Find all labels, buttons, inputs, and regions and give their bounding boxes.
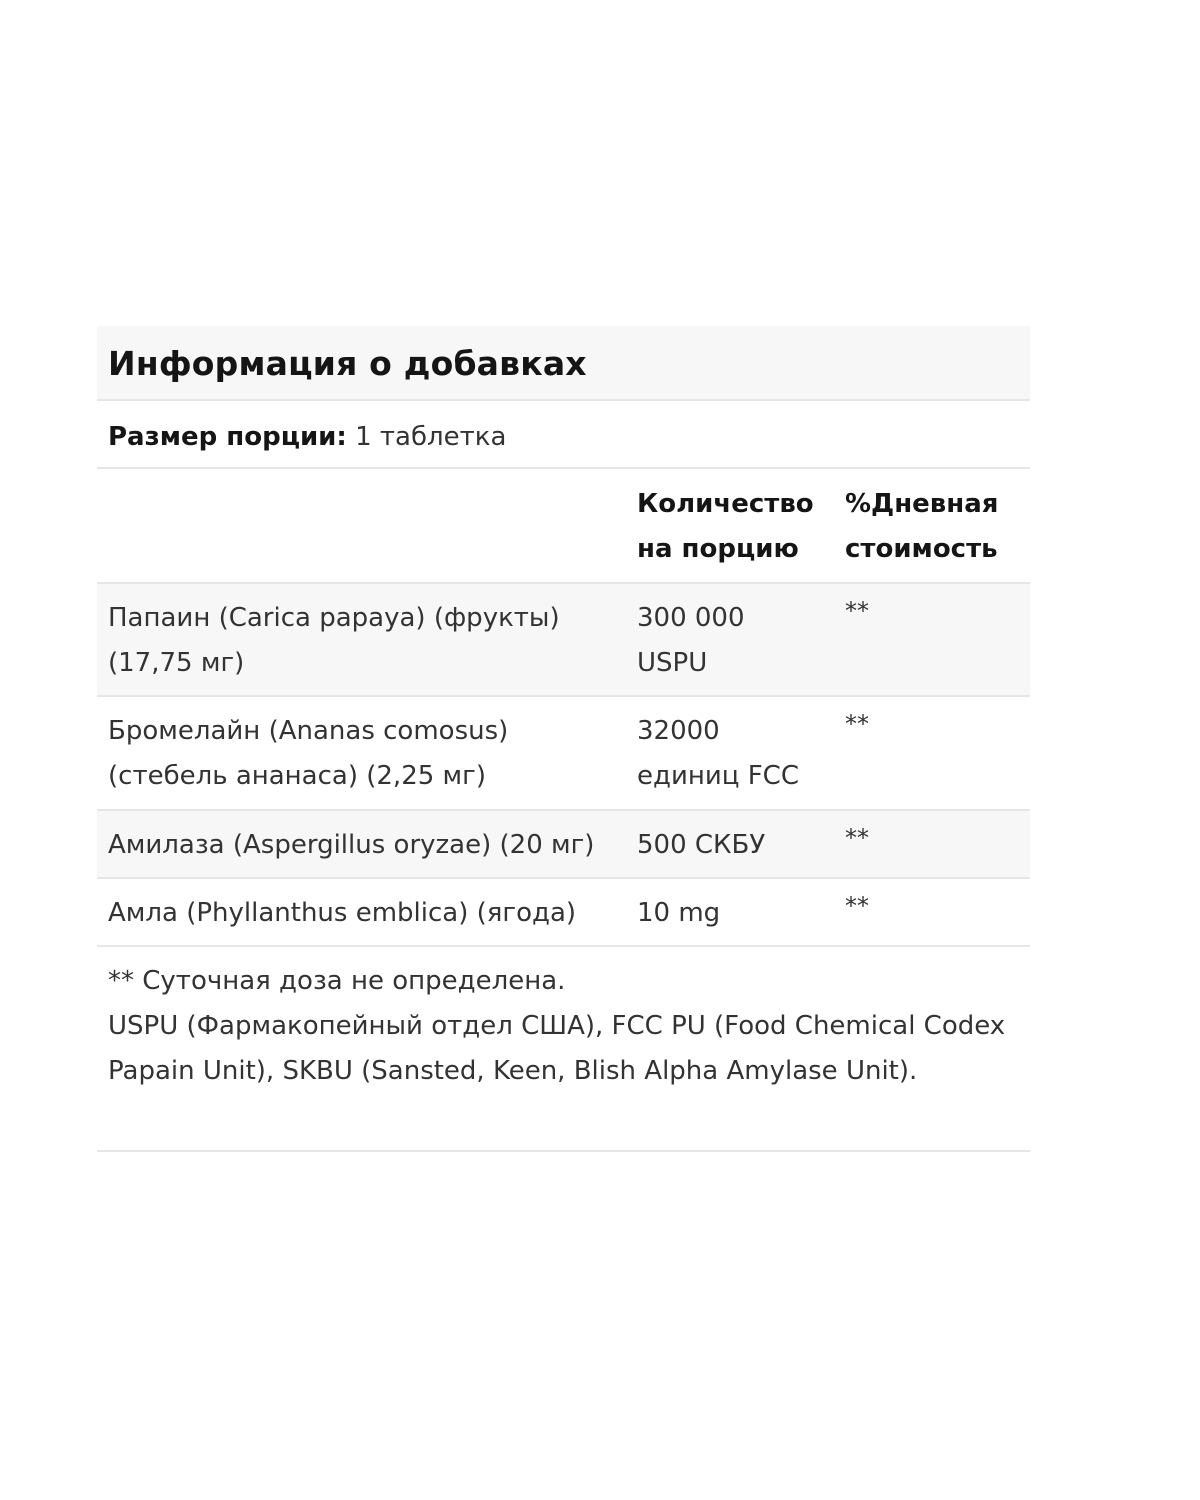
ingredient-column-header	[97, 469, 637, 582]
footnote-units: USPU (Фармакопейный отдел США), FCC PU (Food Chemical Codex Papain Unit), SKBU (Sansted, Keen, Blish Alpha Amylase Unit).	[108, 1011, 1006, 1086]
amount-header-line1: Количество	[637, 489, 814, 519]
amount-column-header	[637, 469, 845, 582]
amount-line1: 32000	[637, 716, 720, 746]
footnote-daily-value: ** Суточная доза не определена.	[108, 966, 566, 996]
amount-line2: USPU	[637, 648, 708, 678]
ingredient-name-line1: Бромелайн (Ananas comosus)	[108, 716, 509, 746]
daily-value-stars: **	[845, 597, 869, 625]
daily-value-column-header	[845, 469, 1030, 582]
ingredient-daily-value	[845, 823, 1030, 877]
ingredient-name: Амла (Phyllanthus emblica) (ягода)	[108, 898, 577, 928]
serving-size-label: Размер порции:	[108, 422, 347, 452]
amount-header-line2: на порцию	[637, 534, 799, 564]
ingredient-daily-value	[845, 891, 1030, 945]
table-row	[97, 879, 1030, 947]
table-row	[97, 584, 1030, 697]
ingredient-amount: 500 СКБУ	[637, 830, 766, 860]
ingredient-amount	[637, 709, 845, 809]
amount-line2: единиц FCC	[637, 761, 799, 791]
footnotes	[97, 947, 1030, 1152]
table-header-row	[97, 469, 1030, 584]
ingredient-name-line1: Папаин (Carica papaya) (фрукты)	[108, 603, 560, 633]
ingredient-name	[97, 709, 637, 809]
serving-size-value: 1 таблетка	[355, 422, 507, 452]
ingredient-amount: 10 mg	[637, 898, 721, 928]
ingredient-name-line2: (17,75 мг)	[108, 648, 245, 678]
table-row	[97, 697, 1030, 811]
daily-value-stars: **	[845, 824, 869, 852]
ingredient-daily-value	[845, 596, 1030, 695]
ingredient-daily-value	[845, 709, 1030, 809]
ingredient-name-line2: (стебель ананаса) (2,25 мг)	[108, 761, 486, 791]
panel-title: Информация о добавках	[108, 344, 587, 383]
serving-size-row	[97, 401, 1030, 469]
panel-header	[97, 326, 1030, 401]
ingredient-name: Амилаза (Aspergillus oryzae) (20 мг)	[108, 830, 595, 860]
ingredient-amount	[637, 596, 845, 695]
amount-line1: 300 000	[637, 603, 745, 633]
daily-value-stars: **	[845, 892, 869, 920]
dv-header-line1: %Дневная	[845, 489, 999, 519]
ingredient-name	[97, 596, 637, 695]
dv-header-line2: стоимость	[845, 534, 998, 564]
daily-value-stars: **	[845, 710, 869, 738]
supplement-facts-panel	[97, 326, 1030, 1152]
table-row	[97, 811, 1030, 879]
